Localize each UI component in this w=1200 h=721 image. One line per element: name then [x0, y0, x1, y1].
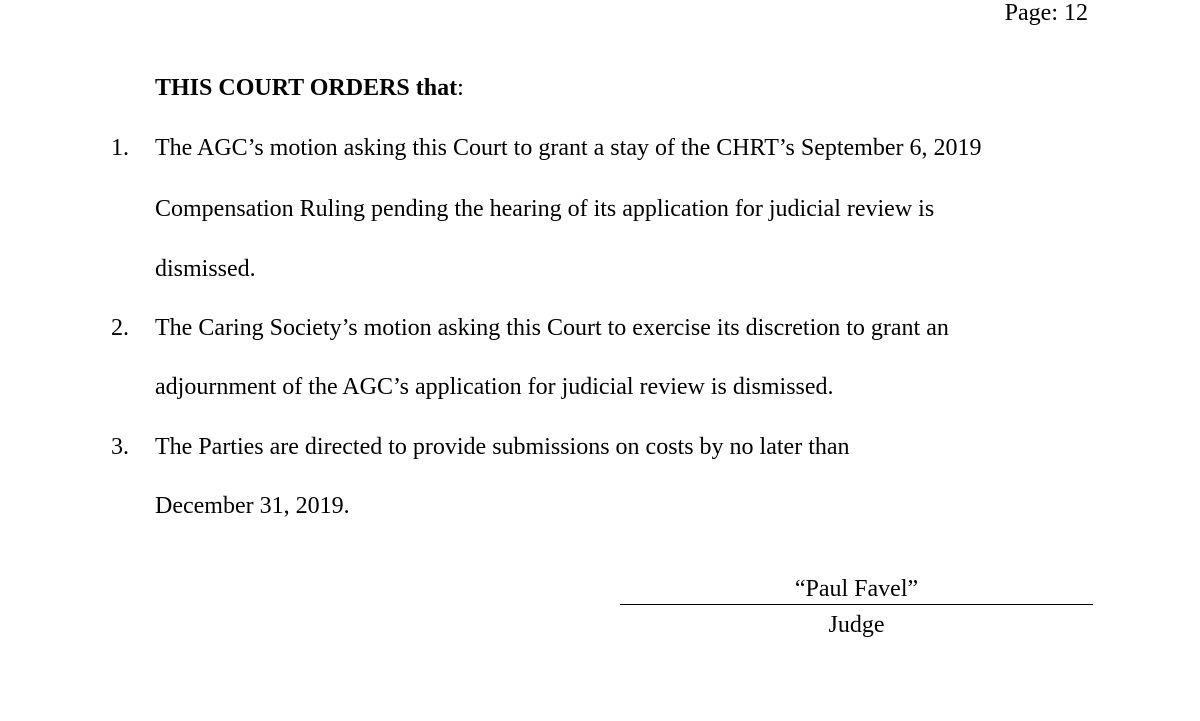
order-3-line-1: The Parties are directed to provide submissions on costs by no later than [155, 434, 850, 460]
order-2-line-1: The Caring Society’s motion asking this Court to exercise its discretion to grant an [155, 315, 949, 341]
order-1-line-3: dismissed. [155, 256, 256, 282]
signature-title: Judge [828, 612, 885, 638]
order-3-line-2: December 31, 2019. [155, 493, 350, 519]
order-1-line-1: The AGC’s motion asking this Court to grant a stay of the CHRT’s September 6, 2019 [155, 135, 982, 161]
signature-name: “Paul Favel” [794, 576, 919, 602]
page-number: Page: 12 [1004, 0, 1088, 26]
order-3-number: 3. [111, 434, 129, 460]
order-heading [155, 73, 464, 103]
order-1-line-2: Compensation Ruling pending the hearing of its application for judicial review is [155, 196, 935, 222]
order-2-number: 2. [111, 315, 129, 341]
order-heading-suffix: : [457, 75, 464, 101]
order-2-line-2: adjournment of the AGC’s application for judicial review is dismissed. [155, 374, 834, 400]
order-heading-bold: THIS COURT ORDERS that [155, 75, 458, 101]
order-1-number: 1. [111, 135, 129, 161]
signature-line [620, 604, 1093, 605]
